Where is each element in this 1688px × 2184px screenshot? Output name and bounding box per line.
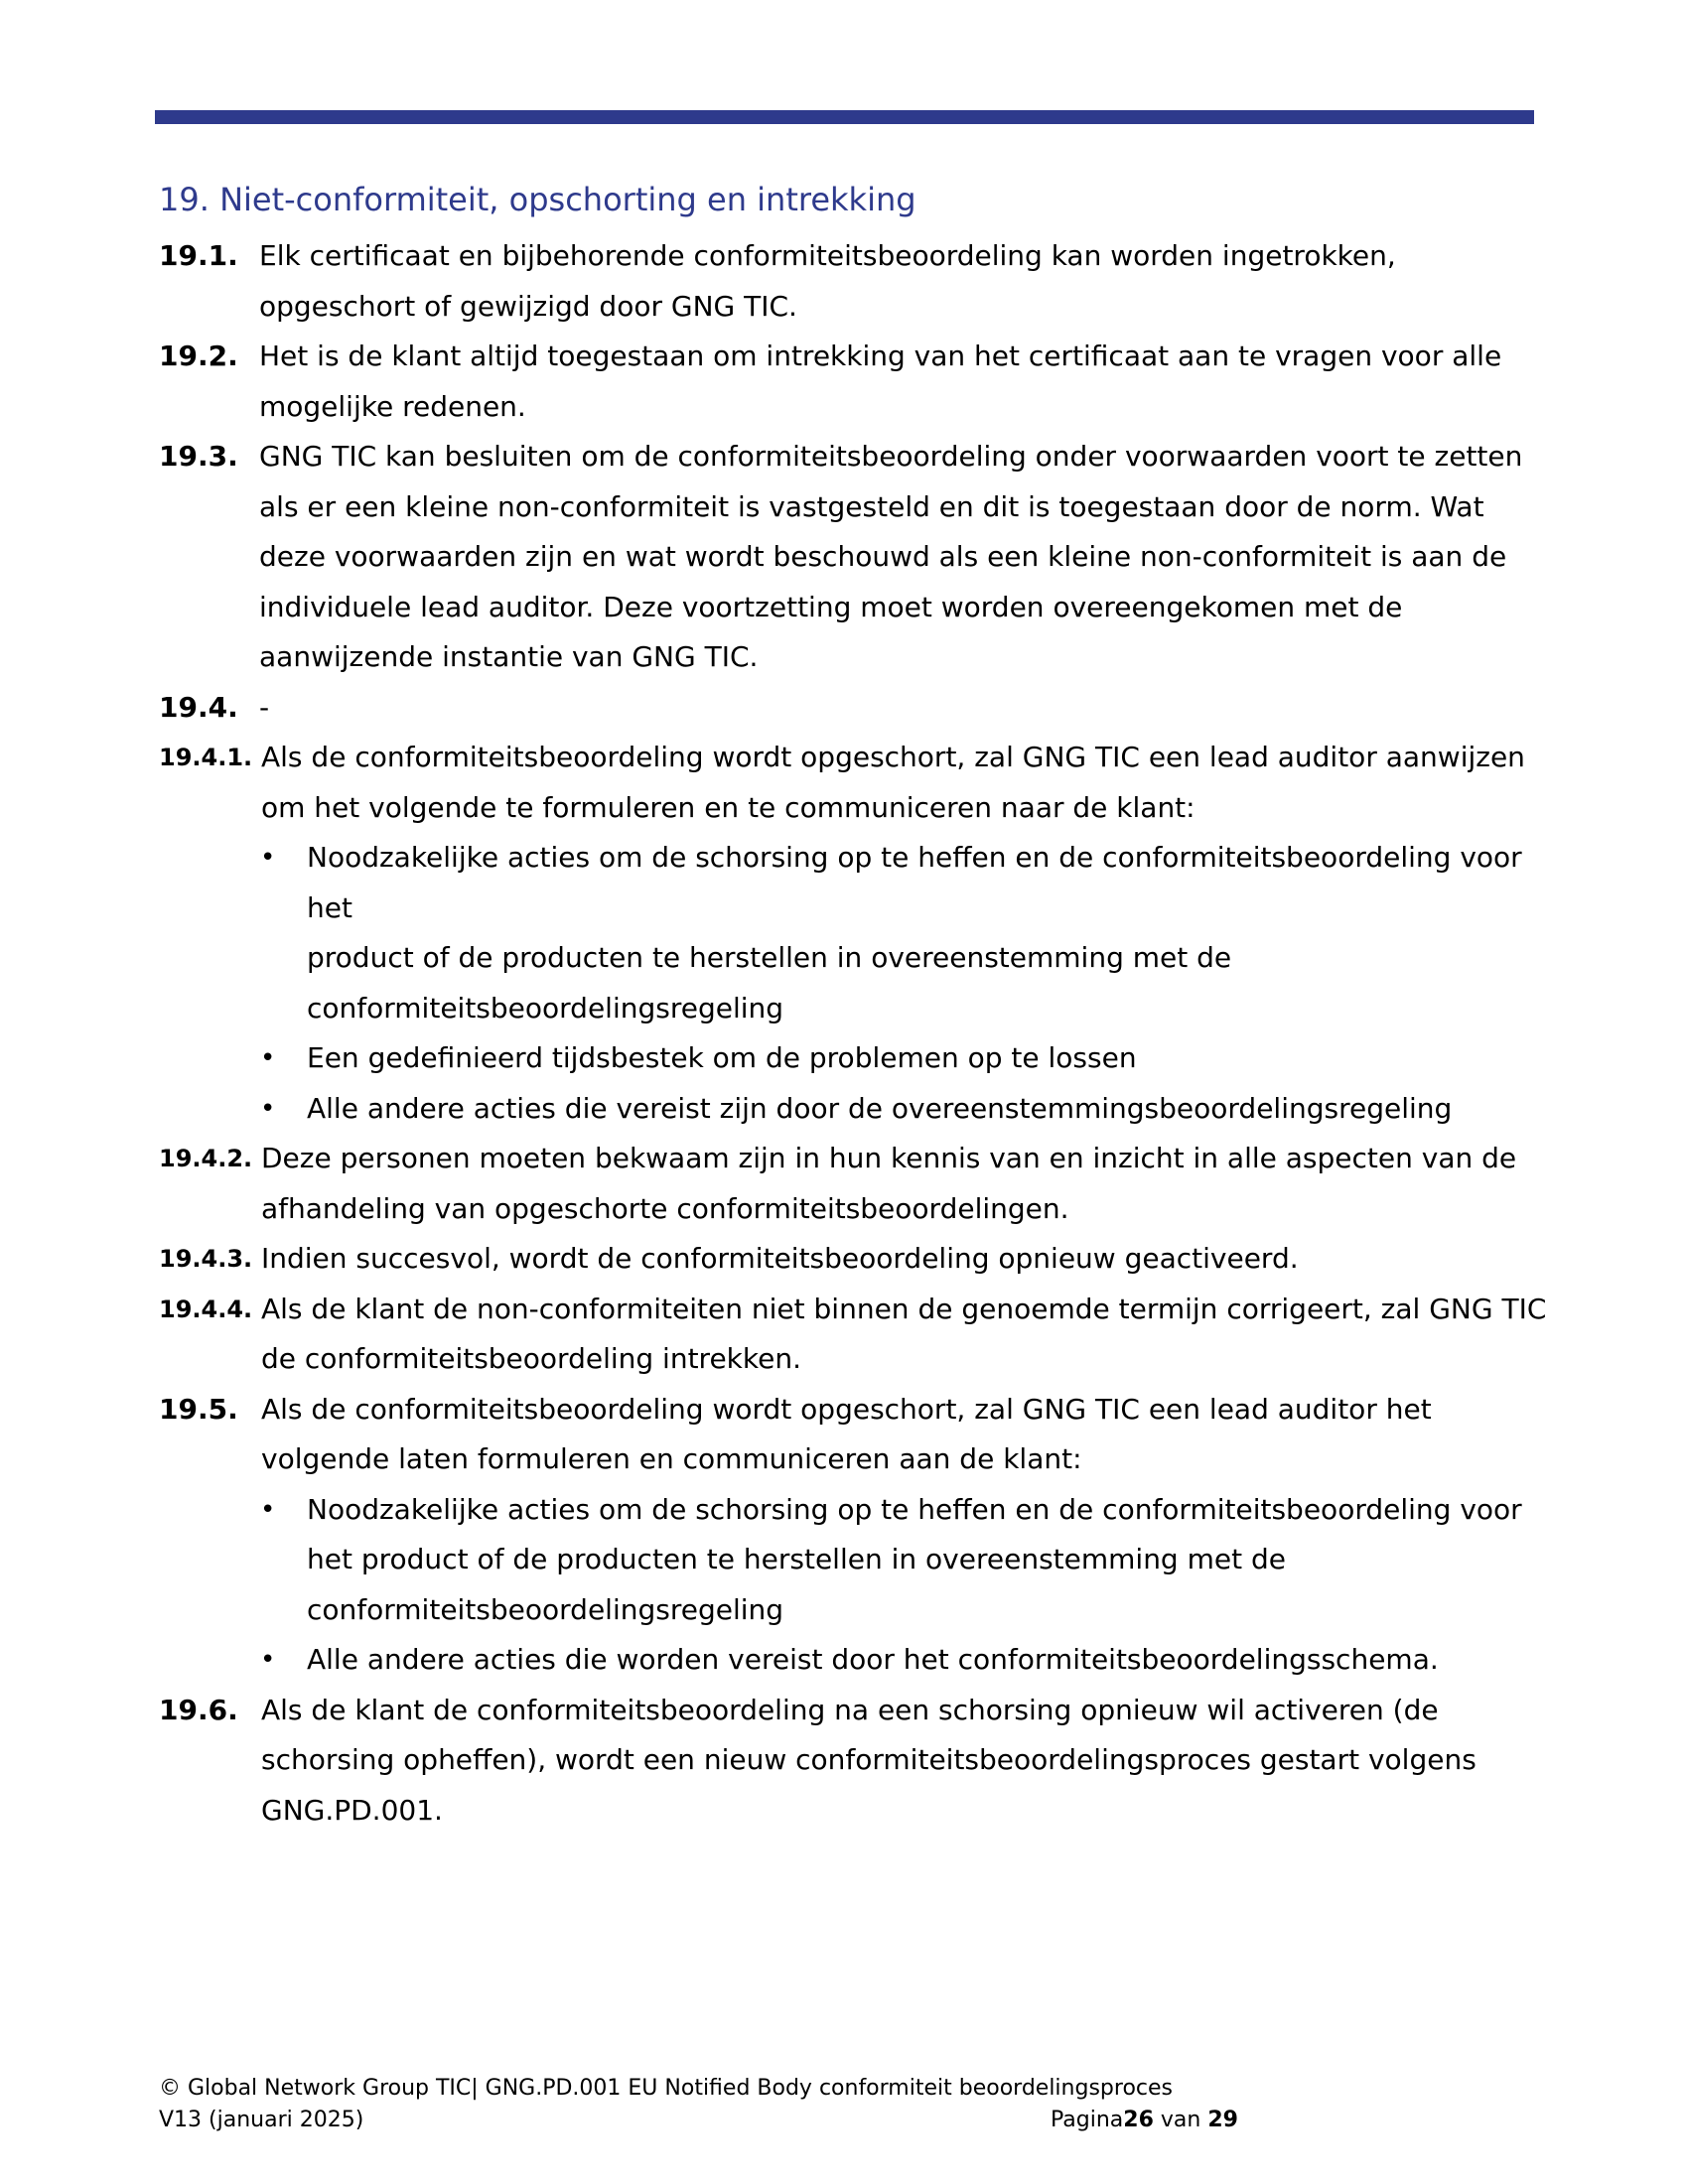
clause-line: afhandeling van opgeschorte conformiteitsbeoordelingen. bbox=[261, 1191, 1069, 1225]
clause-line: Elk certificaat en bijbehorende conformiteitsbeoordeling kan worden ingetrokken, bbox=[259, 239, 1396, 272]
bullet-icon: • bbox=[260, 1093, 276, 1124]
clause-line: individuele lead auditor. Deze voortzetting moet worden overeengekomen met de bbox=[259, 590, 1403, 623]
list-item bbox=[159, 1485, 1569, 1636]
clause-line: Deze personen moeten bekwaam zijn in hun kennis van en inzicht in alle aspecten van de bbox=[261, 1142, 1517, 1174]
clause-line: om het volgende te formuleren en te communiceren naar de klant: bbox=[261, 790, 1196, 824]
list-item-line: Noodzakelijke acties om de schorsing op te heffen en de conformiteitsbeoordeling voor het bbox=[307, 841, 1522, 924]
clause-line: mogelijke redenen. bbox=[259, 389, 526, 423]
header-rule bbox=[155, 110, 1534, 124]
clause-number: 19.4.4. bbox=[159, 1295, 253, 1323]
clause-line: opgeschort of gewijzigd door GNG TIC. bbox=[259, 289, 797, 323]
footer-copyright: © Global Network Group TIC| GNG.PD.001 EU Notified Body conformiteit beoordelingsproces bbox=[159, 2076, 1173, 2101]
clause-line: Als de conformiteitsbeoordeling wordt opgeschort, zal GNG TIC een lead auditor aanwijzen bbox=[261, 741, 1525, 773]
page-footer bbox=[159, 2073, 1251, 2136]
list-item-line: Alle andere acties die worden vereist door het conformiteitsbeoordelingsschema. bbox=[307, 1643, 1439, 1676]
clause-line: volgende laten formuleren en communiceren aan de klant: bbox=[261, 1442, 1082, 1475]
bullet-list bbox=[159, 833, 1569, 1134]
page-label: Pagina bbox=[1051, 2108, 1124, 2132]
clause-number: 19.4.2. bbox=[159, 1145, 253, 1172]
document-body bbox=[159, 231, 1569, 1836]
clause-19-5 bbox=[159, 1385, 1569, 1485]
clause-19-2 bbox=[159, 332, 1569, 432]
clause-line: Het is de klant altijd toegestaan om intrekking van het certificaat aan te vragen voor alle bbox=[259, 340, 1502, 372]
list-item-line: Een gedefinieerd tijdsbestek om de problemen op te lossen bbox=[307, 1041, 1137, 1074]
clause-line: Als de klant de non-conformiteiten niet binnen de genoemde termijn corrigeert, zal GNG TIC bbox=[261, 1292, 1547, 1325]
clause-number: 19.3. bbox=[159, 440, 238, 473]
clause-19-4-1 bbox=[159, 733, 1569, 833]
list-item bbox=[159, 1084, 1569, 1135]
list-item-line: Noodzakelijke acties om de schorsing op te heffen en de conformiteitsbeoordeling voor bbox=[307, 1492, 1522, 1526]
clause-line: GNG TIC kan besluiten om de conformiteitsbeoordeling onder voorwaarden voort te zetten bbox=[259, 440, 1523, 473]
footer-version: V13 (januari 2025) bbox=[159, 2108, 364, 2132]
bullet-icon: • bbox=[260, 1494, 276, 1525]
clause-19-4 bbox=[159, 683, 1569, 734]
clause-line: aanwijzende instantie van GNG TIC. bbox=[259, 640, 759, 673]
bullet-icon: • bbox=[260, 1043, 276, 1073]
list-item bbox=[159, 833, 1569, 1033]
clause-number: 19.4. bbox=[159, 690, 238, 724]
page-separator: van bbox=[1153, 2108, 1208, 2132]
clause-line: GNG.PD.001. bbox=[261, 1793, 443, 1827]
list-item-line: conformiteitsbeoordelingsregeling bbox=[307, 991, 784, 1024]
page-total: 29 bbox=[1207, 2108, 1238, 2132]
clause-number: 19.2. bbox=[159, 340, 238, 372]
list-item-line: Alle andere acties die vereist zijn door de overeenstemmingsbeoordelingsregeling bbox=[307, 1091, 1453, 1125]
bullet-icon: • bbox=[260, 1645, 276, 1675]
clause-number: 19.6. bbox=[159, 1693, 238, 1726]
list-item-line: het product of de producten te herstellen in overeenstemming met de bbox=[307, 1543, 1286, 1575]
clause-19-3 bbox=[159, 432, 1569, 683]
clause-line: - bbox=[259, 690, 270, 724]
page-number bbox=[1051, 2105, 1238, 2136]
clause-line: schorsing opheffen), wordt een nieuw conformiteitsbeoordelingsproces gestart volgens bbox=[261, 1743, 1477, 1776]
clause-number: 19.1. bbox=[159, 239, 238, 272]
clause-19-4-4 bbox=[159, 1285, 1569, 1385]
clause-number: 19.4.1. bbox=[159, 744, 253, 771]
clause-number: 19.5. bbox=[159, 1392, 238, 1426]
list-item bbox=[159, 1033, 1569, 1084]
clause-19-4-3 bbox=[159, 1234, 1569, 1285]
clause-line: Als de klant de conformiteitsbeoordeling na een schorsing opnieuw wil activeren (de bbox=[261, 1693, 1439, 1726]
clause-line: deze voorwaarden zijn en wat wordt beschouwd als een kleine non-conformiteit is aan de bbox=[259, 540, 1507, 573]
list-item-line: product of de producten te herstellen in overeenstemming met de bbox=[307, 941, 1232, 974]
clause-19-4-2 bbox=[159, 1134, 1569, 1234]
section-title: 19. Niet-conformiteit, opschorting en intrekking bbox=[159, 181, 916, 218]
clause-19-6 bbox=[159, 1686, 1569, 1837]
clause-number: 19.4.3. bbox=[159, 1245, 253, 1273]
bullet-icon: • bbox=[260, 843, 276, 873]
clause-line: de conformiteitsbeoordeling intrekken. bbox=[261, 1342, 801, 1375]
footer-meta bbox=[159, 2105, 1251, 2136]
page-current: 26 bbox=[1123, 2108, 1154, 2132]
clause-19-1 bbox=[159, 231, 1569, 332]
list-item bbox=[159, 1635, 1569, 1686]
clause-line: Indien succesvol, wordt de conformiteitsbeoordeling opnieuw geactiveerd. bbox=[261, 1242, 1299, 1275]
clause-line: Als de conformiteitsbeoordeling wordt opgeschort, zal GNG TIC een lead auditor het bbox=[261, 1392, 1432, 1426]
bullet-list bbox=[159, 1485, 1569, 1686]
clause-line: als er een kleine non-conformiteit is vastgesteld en dit is toegestaan door de norm. Wat bbox=[259, 489, 1484, 523]
list-item-line: conformiteitsbeoordelingsregeling bbox=[307, 1592, 784, 1626]
